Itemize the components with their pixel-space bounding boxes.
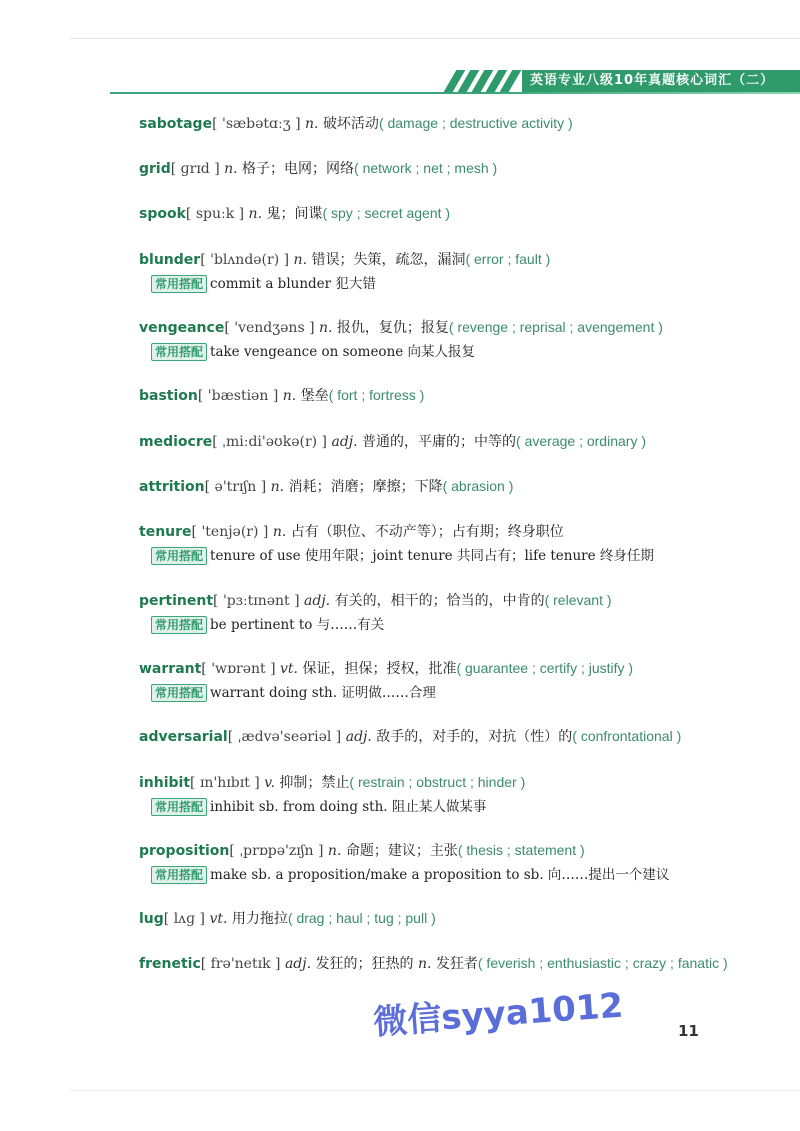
meaning: 报仇，复仇；报复 (336, 320, 449, 336)
part-of-speech: adj. (331, 434, 358, 450)
entry-adversarial (139, 725, 729, 748)
collocation-badge: 常用搭配 (151, 547, 207, 565)
synonyms: ( relevant ) (544, 592, 612, 608)
headword: bastion (139, 388, 198, 404)
entry-tenure (139, 521, 729, 567)
meaning-2: 发狂者 (435, 956, 478, 972)
entry-pertinent (139, 589, 729, 636)
meaning: 用力拖拉 (231, 911, 288, 927)
collocation-badge: 常用搭配 (151, 866, 207, 884)
phonetic: [ ə'trɪʃn ] (204, 479, 267, 495)
collocation-line (151, 682, 729, 704)
synonyms: ( thesis ; statement ) (457, 842, 585, 858)
entry-frenetic (139, 952, 729, 975)
synonyms: ( network ; net ; mesh ) (354, 160, 498, 176)
collocation-text: warrant doing sth. 证明做……合理 (210, 685, 436, 701)
phonetic: [ ˌmiːdi'əʊkə(r) ] (212, 434, 328, 450)
part-of-speech: n. (282, 388, 297, 404)
collocation-badge: 常用搭配 (151, 684, 207, 702)
entry-lug (139, 907, 729, 930)
collocation-text: commit a blunder 犯大错 (210, 276, 376, 292)
phonetic: [ ɪn'hɪbɪt ] (190, 775, 260, 791)
meaning: 格子；电网；网络 (242, 161, 355, 177)
synonyms: ( spy ; secret agent ) (322, 205, 451, 221)
phonetic: [ ˌædvə'seəriəl ] (227, 729, 342, 745)
phonetic: [ frə'netɪk ] (200, 956, 281, 972)
part-of-speech: n. (327, 843, 342, 859)
meaning: 破坏活动 (322, 116, 379, 132)
running-header (110, 70, 800, 95)
phonetic: [ 'pɜːtɪnənt ] (213, 593, 300, 609)
part-of-speech: n. (272, 524, 287, 540)
part-of-speech: vt. (280, 661, 298, 677)
entry-vengeance (139, 316, 729, 363)
meaning: 发狂的；狂热的 (315, 956, 414, 972)
meaning: 消耗；消磨；摩擦；下降 (288, 479, 443, 495)
entry-mediocre (139, 430, 729, 453)
headword: proposition (139, 843, 230, 859)
phonetic: [ 'tenjə(r) ] (191, 524, 269, 540)
meaning: 普通的，平庸的；中等的 (362, 434, 517, 450)
meaning: 敌手的，对手的，对抗（性）的 (376, 729, 573, 745)
entry-sabotage (139, 112, 729, 135)
collocation-text: take vengeance on someone 向某人报复 (210, 344, 476, 360)
entry-inhibit (139, 771, 729, 818)
phonetic: [ lʌɡ ] (163, 911, 205, 927)
header-stripes-decoration (450, 70, 520, 94)
part-of-speech: adj. (284, 956, 312, 972)
part-of-speech: v. (264, 775, 275, 791)
headword: spook (139, 206, 186, 222)
collocation-line (151, 341, 729, 363)
synonyms: ( damage ; destructive activity ) (378, 115, 573, 131)
entry-warrant (139, 657, 729, 704)
headword: blunder (139, 252, 201, 268)
synonyms: ( restrain ; obstruct ; hinder ) (349, 774, 526, 790)
part-of-speech: n. (305, 116, 319, 132)
collocation-text: tenure of use 使用年限；joint tenure 共同占有；life tenure 终身任期 (210, 548, 654, 564)
headword: adversarial (139, 729, 228, 745)
phonetic: [ spuːk ] (185, 206, 245, 222)
collocation-badge: 常用搭配 (151, 616, 207, 634)
part-of-speech: vt. (209, 911, 228, 927)
headword: frenetic (139, 956, 201, 972)
phonetic: [ 'blʌndə(r) ] (200, 252, 290, 268)
header-title: 英语专业八级10年真题核心词汇（二） (522, 70, 800, 92)
collocation-text: make sb. a proposition/make a proposition to sb. 向……提出一个建议 (210, 867, 670, 883)
meaning: 保证，担保；授权，批准 (302, 661, 457, 677)
part-of-speech: adj. (345, 729, 372, 745)
phonetic: [ 'wɒrənt ] (201, 661, 276, 677)
headword: warrant (139, 661, 202, 677)
collocation-badge: 常用搭配 (151, 798, 207, 816)
entry-spook (139, 202, 729, 225)
entry-bastion (139, 384, 729, 407)
entry-grid (139, 157, 729, 180)
synonyms: ( error ; fault ) (465, 251, 551, 267)
collocation-line (151, 614, 729, 636)
headword: grid (139, 161, 171, 177)
collocation-line (151, 864, 729, 886)
synonyms: ( drag ; haul ; tug ; pull ) (287, 910, 436, 926)
phonetic: [ ɡrɪd ] (170, 161, 220, 177)
entry-attrition (139, 475, 729, 498)
synonyms: ( confrontational ) (572, 728, 682, 744)
entry-proposition (139, 839, 729, 886)
part-of-speech: adj. (304, 593, 331, 609)
headword: inhibit (139, 775, 191, 791)
meaning: 占有（职位、不动产等）；占有期；终身职位 (290, 524, 564, 540)
headword: attrition (139, 479, 205, 495)
phonetic: [ 'sæbətɑːʒ ] (212, 116, 301, 132)
synonyms: ( fort ; fortress ) (328, 387, 425, 403)
part-of-speech: n. (319, 320, 333, 336)
part-of-speech: n. (293, 252, 308, 268)
watermark: 微信syya1012 (372, 985, 625, 1044)
headword: pertinent (139, 593, 214, 609)
collocation-text: inhibit sb. from doing sth. 阻止某人做某事 (210, 799, 487, 815)
part-of-speech: n. (248, 206, 263, 222)
collocation-text: be pertinent to 与……有关 (210, 617, 385, 633)
collocation-badge: 常用搭配 (151, 275, 207, 293)
meaning: 鬼；间谍 (266, 206, 323, 222)
meaning: 命题；建议；主张 (345, 843, 458, 859)
part-of-speech: n. (224, 161, 238, 177)
top-rule (70, 38, 800, 39)
headword: lug (139, 911, 164, 927)
synonyms: ( average ; ordinary ) (516, 433, 646, 449)
page-number: 11 (678, 1022, 699, 1040)
phonetic: [ 'bæstiən ] (197, 388, 279, 404)
synonyms: ( abrasion ) (442, 478, 514, 494)
synonyms: ( guarantee ; certify ; justify ) (456, 660, 634, 676)
phonetic: [ 'vendʒəns ] (224, 320, 315, 336)
phonetic: [ ˌprɒpə'zɪʃn ] (229, 843, 324, 859)
collocation-line (151, 796, 729, 818)
collocation-badge: 常用搭配 (151, 343, 207, 361)
meaning: 抑制；禁止 (279, 775, 350, 791)
bottom-rule (70, 1090, 800, 1091)
entry-blunder (139, 248, 729, 295)
collocation-line (151, 273, 729, 295)
part-of-speech: n. (270, 479, 285, 495)
headword: tenure (139, 524, 192, 540)
collocation-line (151, 545, 729, 567)
synonyms: ( feverish ; enthusiastic ; crazy ; fanatic ) (477, 955, 728, 971)
headword: mediocre (139, 434, 213, 450)
part-of-speech-2: n. (417, 956, 432, 972)
synonyms: ( revenge ; reprisal ; avengement ) (448, 319, 663, 335)
headword: sabotage (139, 116, 213, 132)
meaning: 堡垒 (300, 388, 329, 404)
meaning: 错误；失策，疏忽，漏洞 (311, 252, 466, 268)
headword: vengeance (139, 320, 225, 336)
meaning: 有关的，相干的；恰当的，中肯的 (334, 593, 545, 609)
